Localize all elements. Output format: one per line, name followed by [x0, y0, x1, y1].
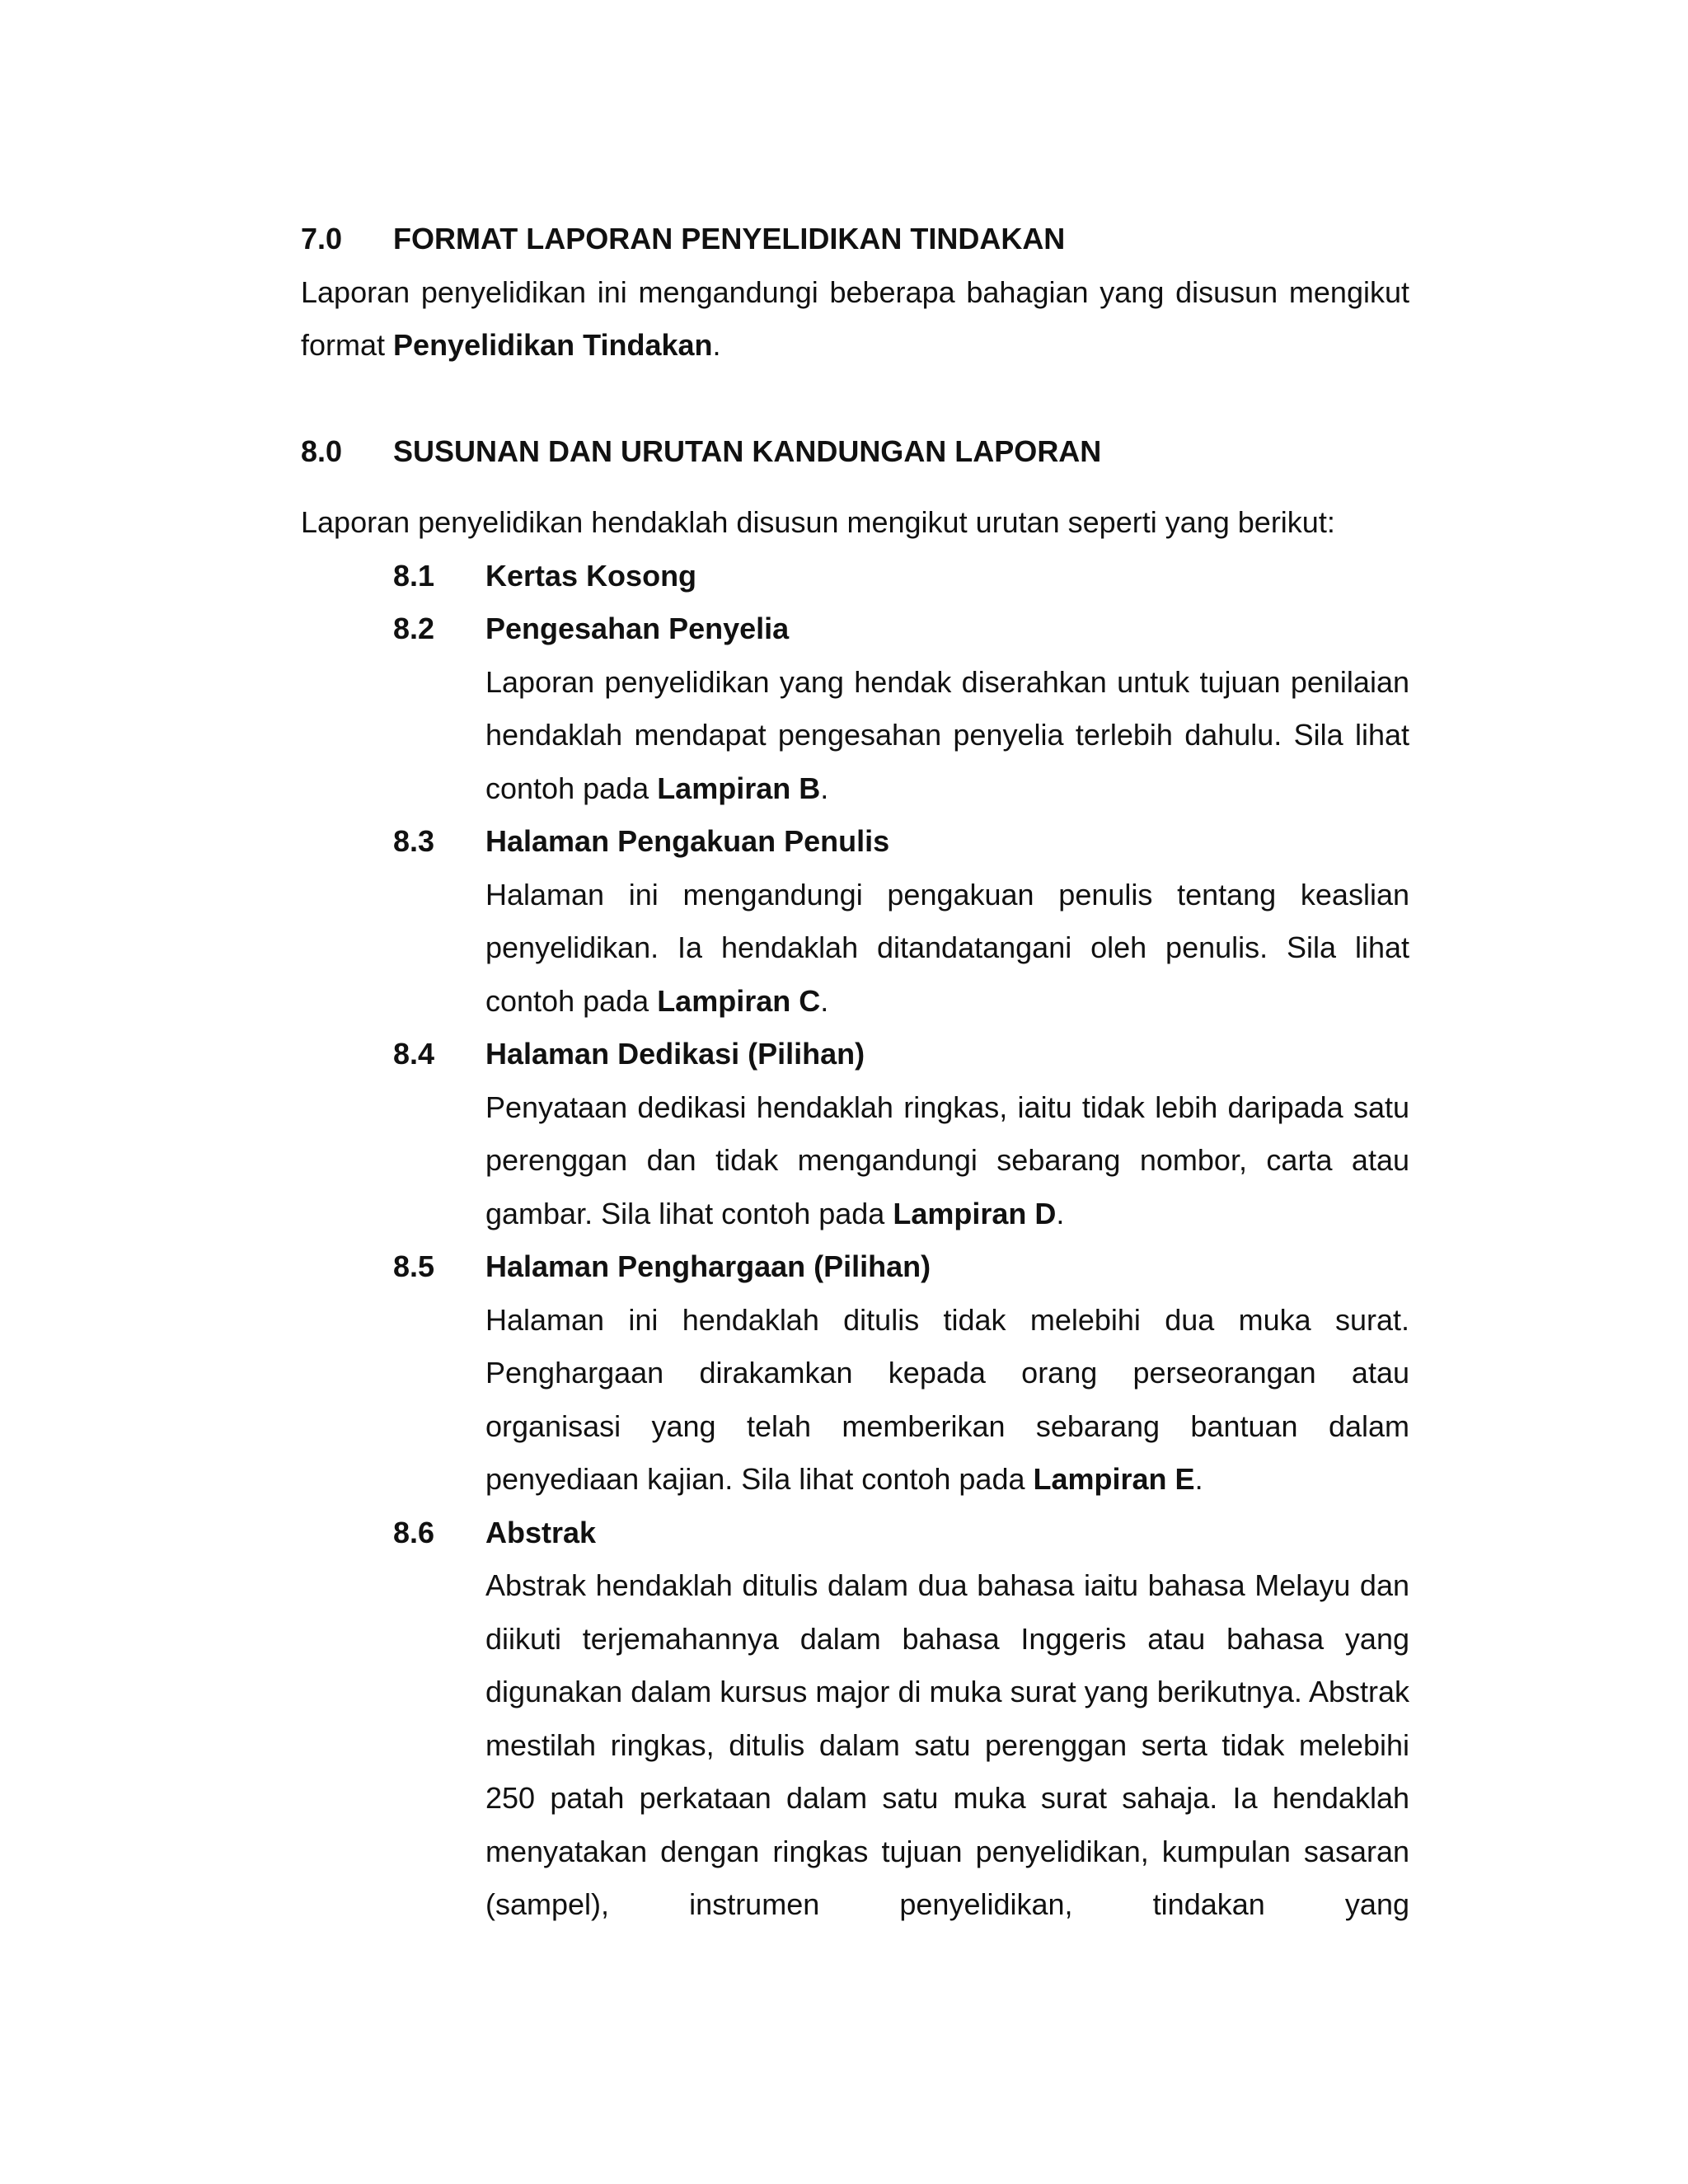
list-item — [393, 1507, 1409, 1932]
item-text: Abstrak hendaklah ditulis dalam dua bahasa iaitu bahasa Melayu dan diikuti terjemahannya dalam bahasa Inggeris atau bahasa yang digunakan dalam kursus major di muka surat yang berikutnya. Abstrak mestilah ringkas, ditulis dalam satu perenggan serta tidak melebihi 250 patah perkataan dalam satu muka surat sahaja. Ia hendaklah menyatakan dengan ringkas tujuan penyelidikan, kumpulan sasaran (sampel), instrumen penyelidikan, tindakan yang — [485, 1568, 1409, 1921]
item-text: Halaman ini mengandungi pengakuan penulis tentang keaslian penyelidikan. Ia hendaklah ditandatangani oleh penulis. Sila lihat contoh pada — [485, 877, 1409, 1018]
section-paragraph — [301, 266, 1409, 373]
paragraph-end: . — [712, 328, 721, 362]
item-title: Halaman Dedikasi (Pilihan) — [485, 1037, 865, 1071]
item-title: Halaman Penghargaan (Pilihan) — [485, 1249, 931, 1283]
item-text: Halaman ini hendaklah ditulis tidak melebihi dua muka surat. Penghargaan dirakamkan kepada orang perseorangan atau organisasi yang telah memberikan sebarang bantuan dalam penyediaan kajian. Sila lihat contoh pada — [485, 1302, 1409, 1496]
document-page — [301, 213, 1409, 1932]
section-title: SUSUNAN DAN URUTAN KANDUNGAN LAPORAN — [393, 434, 1102, 468]
section-heading — [301, 213, 1409, 266]
paragraph-bold-text: Penyelidikan Tindakan — [393, 328, 713, 362]
item-bold-text: Lampiran E — [1033, 1462, 1195, 1496]
item-text: Penyataan dedikasi hendaklah ringkas, iaitu tidak lebih daripada satu perenggan dan tidak mengandungi sebarang nombor, carta atau gambar. Sila lihat contoh pada — [485, 1090, 1409, 1230]
item-heading — [393, 1240, 1409, 1294]
paragraph-text: Laporan penyelidikan ini mengandungi beberapa bahagian yang disusun mengikut format — [301, 274, 1409, 362]
section-title: FORMAT LAPORAN PENYELIDIKAN TINDAKAN — [393, 222, 1066, 255]
item-number: 8.6 — [393, 1515, 435, 1549]
item-number: 8.1 — [393, 558, 435, 593]
item-number: 8.3 — [393, 824, 435, 858]
item-end: . — [1194, 1462, 1203, 1496]
item-bold-text: Lampiran C — [657, 983, 821, 1018]
item-heading — [393, 1507, 1409, 1560]
item-number: 8.4 — [393, 1037, 435, 1071]
item-end: . — [820, 771, 829, 805]
item-bold-text: Lampiran D — [893, 1196, 1057, 1230]
item-heading — [393, 550, 1409, 603]
item-end: . — [1056, 1196, 1065, 1230]
item-title: Halaman Pengakuan Penulis — [485, 824, 890, 858]
section-heading — [301, 425, 1409, 479]
list-item — [393, 550, 1409, 603]
list-item — [393, 602, 1409, 815]
item-body — [485, 1081, 1409, 1241]
item-body — [485, 1559, 1409, 1932]
item-title: Abstrak — [485, 1515, 597, 1549]
item-title: Pengesahan Penyelia — [485, 612, 790, 645]
section-number: 8.0 — [301, 434, 343, 468]
item-title: Kertas Kosong — [485, 558, 697, 593]
list-item — [393, 1028, 1409, 1240]
item-heading — [393, 1028, 1409, 1081]
item-end: . — [820, 983, 829, 1018]
section-intro: Laporan penyelidikan hendaklah disusun mengikut urutan seperti yang berikut: — [301, 505, 1335, 539]
item-body — [485, 656, 1409, 816]
list-item — [393, 815, 1409, 1028]
item-number: 8.2 — [393, 612, 435, 645]
item-body — [485, 869, 1409, 1029]
item-bold-text: Lampiran B — [657, 771, 821, 805]
content-list — [393, 550, 1409, 1932]
item-number: 8.5 — [393, 1249, 435, 1283]
section-number: 7.0 — [301, 222, 343, 255]
list-item — [393, 1240, 1409, 1507]
item-text: Laporan penyelidikan yang hendak diserahkan untuk tujuan penilaian hendaklah mendapat pengesahan penyelia terlebih dahulu. Sila lihat contoh pada — [485, 664, 1409, 805]
item-heading — [393, 815, 1409, 869]
item-heading — [393, 602, 1409, 656]
item-body — [485, 1294, 1409, 1507]
